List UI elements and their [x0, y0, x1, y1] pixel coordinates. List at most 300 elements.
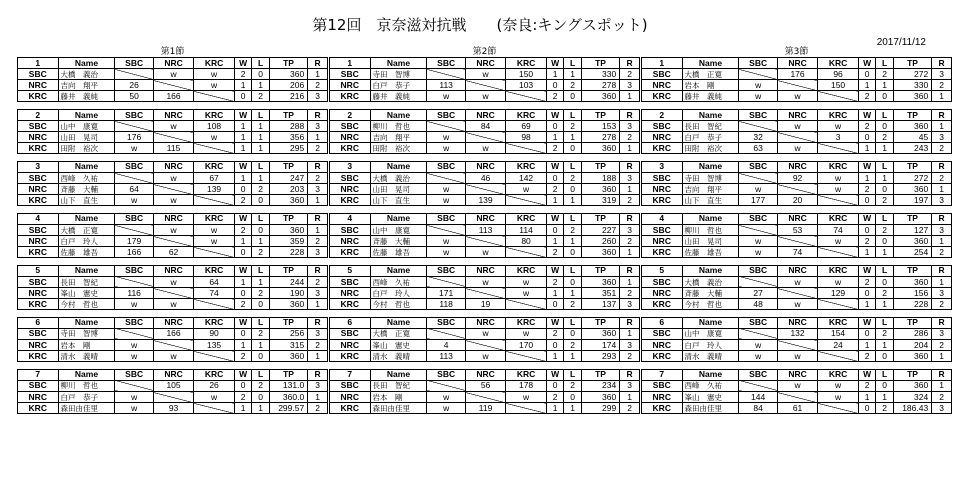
table-header-row — [642, 58, 952, 69]
table-header-row — [642, 109, 952, 120]
cell-r: 3 — [620, 121, 640, 132]
cell-krc: 170 — [506, 340, 547, 351]
cell-r: 1 — [308, 69, 328, 80]
table-row — [642, 276, 952, 287]
cell-nrc: w — [465, 143, 506, 154]
team-code: NRC — [18, 340, 59, 351]
self-match-cell — [115, 173, 153, 184]
cell-l: 2 — [564, 299, 582, 310]
table-row — [642, 351, 952, 362]
cell-r: 1 — [620, 328, 640, 339]
column-header: L — [252, 161, 270, 172]
table-row — [330, 276, 640, 287]
cell-sbc: w — [739, 80, 777, 91]
cell-krc: w — [194, 132, 235, 143]
team-code: NRC — [642, 392, 683, 403]
cell-l: 0 — [876, 121, 894, 132]
cell-name: 田附 裕次 — [370, 143, 427, 154]
table-row — [330, 195, 640, 206]
cell-r: 3 — [308, 380, 328, 391]
cell-w: 0 — [234, 184, 252, 195]
cell-name: 山下 直生 — [370, 195, 427, 206]
cell-name: 清水 義晴 — [682, 351, 739, 362]
cell-name: 山中 康寛 — [370, 225, 427, 236]
column-header: TP — [893, 265, 931, 276]
cell-l: 2 — [564, 121, 582, 132]
cell-krc: 96 — [818, 69, 859, 80]
team-code: SBC — [642, 328, 683, 339]
cell-name: 今村 哲也 — [58, 299, 115, 310]
cell-w: 2 — [546, 143, 564, 154]
cell-name: 白戸 恭子 — [370, 80, 427, 91]
column-header: R — [308, 369, 328, 380]
cell-r: 3 — [620, 340, 640, 351]
cell-tp: 156 — [893, 288, 931, 299]
cell-nrc: w — [777, 276, 818, 287]
self-match-cell — [153, 132, 194, 143]
column-header: NRC — [465, 161, 506, 172]
cell-name: 吉向 翔平 — [370, 132, 427, 143]
cell-l: 2 — [876, 195, 894, 206]
cell-w: 2 — [234, 69, 252, 80]
cell-name: 清水 義晴 — [370, 351, 427, 362]
table-row — [642, 195, 952, 206]
column-header: R — [620, 161, 640, 172]
game-table — [641, 161, 952, 206]
self-match-cell — [427, 380, 465, 391]
cell-w: 0 — [234, 328, 252, 339]
game-table — [641, 369, 952, 414]
cell-w: 1 — [858, 392, 876, 403]
cell-name: 森田由佳里 — [682, 403, 739, 414]
cell-l: 0 — [564, 328, 582, 339]
cell-tp: 360 — [581, 247, 619, 258]
cell-krc: w — [818, 380, 859, 391]
cell-l: 1 — [252, 80, 270, 91]
column-header: L — [876, 58, 894, 69]
self-match-cell — [506, 143, 547, 154]
cell-name: 大橋 義治 — [370, 173, 427, 184]
table-row — [18, 225, 328, 236]
cell-name: 西峰 久祐 — [58, 173, 115, 184]
cell-l: 0 — [564, 184, 582, 195]
cell-krc: w — [818, 184, 859, 195]
cell-sbc: w — [115, 195, 153, 206]
self-match-cell — [115, 121, 153, 132]
cell-name: 吉向 翔平 — [682, 184, 739, 195]
cell-l: 0 — [564, 392, 582, 403]
cell-name: 山田 晃司 — [370, 184, 427, 195]
cell-tp: 330 — [893, 80, 931, 91]
column-header: L — [252, 109, 270, 120]
cell-l: 2 — [876, 403, 894, 414]
column-header: TP — [893, 161, 931, 172]
table-row — [330, 91, 640, 102]
team-code: SBC — [642, 380, 683, 391]
column-header: KRC — [818, 265, 859, 276]
column-header: SBC — [739, 161, 777, 172]
self-match-cell — [777, 288, 818, 299]
column-header: W — [234, 109, 252, 120]
self-match-cell — [818, 403, 859, 414]
cell-w: 0 — [858, 403, 876, 414]
column-header: NRC — [465, 58, 506, 69]
cell-l: 2 — [564, 173, 582, 184]
cell-w: 2 — [234, 195, 252, 206]
table-row — [330, 247, 640, 258]
column-header: L — [564, 109, 582, 120]
cell-w: 1 — [234, 340, 252, 351]
cell-r: 2 — [308, 340, 328, 351]
table-row — [642, 288, 952, 299]
cell-w: 2 — [546, 328, 564, 339]
cell-w: 1 — [234, 143, 252, 154]
column-header: R — [308, 265, 328, 276]
self-match-cell — [153, 236, 194, 247]
table-row — [642, 236, 952, 247]
table-header-row — [642, 213, 952, 224]
column-header: L — [252, 369, 270, 380]
cell-w: 2 — [858, 351, 876, 362]
cell-w: 0 — [858, 69, 876, 80]
table-row — [642, 225, 952, 236]
column-header: NRC — [777, 58, 818, 69]
column-header: W — [858, 317, 876, 328]
cell-l: 1 — [876, 143, 894, 154]
table-row — [330, 143, 640, 154]
column-header: KRC — [506, 317, 547, 328]
cell-nrc: w — [777, 143, 818, 154]
cell-r: 3 — [620, 225, 640, 236]
cell-nrc: w — [153, 195, 194, 206]
game-number: 2 — [330, 109, 371, 120]
column-header: R — [308, 109, 328, 120]
column-header: SBC — [115, 369, 153, 380]
self-match-cell — [818, 195, 859, 206]
cell-r: 3 — [932, 132, 952, 143]
cell-tp: 360 — [893, 121, 931, 132]
cell-nrc: w — [465, 351, 506, 362]
team-code: NRC — [330, 184, 371, 195]
column-header: W — [546, 369, 564, 380]
cell-l: 2 — [876, 288, 894, 299]
game-number: 1 — [330, 58, 371, 69]
self-match-cell — [153, 340, 194, 351]
cell-nrc: 139 — [465, 195, 506, 206]
team-code: NRC — [18, 80, 59, 91]
cell-w: 0 — [858, 328, 876, 339]
cell-l: 2 — [876, 132, 894, 143]
column-header: W — [234, 317, 252, 328]
cell-l: 2 — [876, 328, 894, 339]
cell-tp: 272 — [893, 69, 931, 80]
cell-tp: 360 — [581, 91, 619, 102]
cell-nrc: w — [153, 225, 194, 236]
column-header: R — [620, 58, 640, 69]
cell-name: 大橋 正寛 — [58, 225, 115, 236]
game-number: 7 — [642, 369, 683, 380]
team-code: KRC — [18, 247, 59, 258]
cell-l: 1 — [252, 403, 270, 414]
team-code: SBC — [330, 380, 371, 391]
cell-sbc: 63 — [739, 143, 777, 154]
cell-w: 1 — [546, 351, 564, 362]
cell-nrc: w — [153, 299, 194, 310]
team-code: KRC — [18, 403, 59, 414]
cell-name: 山下 直生 — [682, 195, 739, 206]
column-header: TP — [893, 58, 931, 69]
table-row — [18, 299, 328, 310]
cell-krc: 150 — [506, 69, 547, 80]
cell-r: 3 — [932, 195, 952, 206]
cell-name: 岩本 剛 — [58, 340, 115, 351]
column-header: W — [234, 58, 252, 69]
cell-tp: 45 — [893, 132, 931, 143]
cell-l: 2 — [252, 380, 270, 391]
column-header: L — [252, 213, 270, 224]
cell-sbc: w — [427, 91, 465, 102]
column-header: W — [858, 109, 876, 120]
self-match-cell — [506, 91, 547, 102]
table-header-row — [18, 161, 328, 172]
cell-w: 1 — [858, 143, 876, 154]
cell-l: 1 — [252, 143, 270, 154]
cell-r: 1 — [308, 132, 328, 143]
table-row — [642, 143, 952, 154]
table-row — [18, 340, 328, 351]
team-code: NRC — [642, 132, 683, 143]
cell-tp: 137 — [581, 299, 619, 310]
column-header: Name — [370, 317, 427, 328]
table-row — [642, 80, 952, 91]
team-code: NRC — [18, 236, 59, 247]
column-header: NRC — [153, 213, 194, 224]
cell-tp: 188 — [581, 173, 619, 184]
cell-name: 斉藤 大輔 — [58, 184, 115, 195]
cell-r: 3 — [308, 288, 328, 299]
team-code: KRC — [330, 143, 371, 154]
cell-krc: 26 — [194, 380, 235, 391]
cell-r: 3 — [932, 403, 952, 414]
cell-name: 藤井 義純 — [682, 91, 739, 102]
table-header-row — [330, 161, 640, 172]
cell-w: 0 — [234, 380, 252, 391]
cell-l: 0 — [876, 236, 894, 247]
cell-l: 2 — [564, 380, 582, 391]
cell-w: 1 — [546, 288, 564, 299]
cell-w: 1 — [234, 236, 252, 247]
column-header: SBC — [427, 213, 465, 224]
team-code: SBC — [18, 173, 59, 184]
cell-r: 2 — [308, 173, 328, 184]
cell-tp: 359 — [269, 236, 307, 247]
game-table — [641, 317, 952, 362]
cell-w: 1 — [546, 132, 564, 143]
cell-tp: 360 — [269, 69, 307, 80]
game-table — [641, 265, 952, 310]
column-header: W — [546, 109, 564, 120]
cell-w: 1 — [858, 247, 876, 258]
column-header: TP — [581, 109, 619, 120]
column-header: SBC — [427, 369, 465, 380]
column-header: NRC — [465, 109, 506, 120]
cell-l: 2 — [252, 328, 270, 339]
cell-krc: w — [818, 276, 859, 287]
column-header: TP — [269, 58, 307, 69]
table-row — [330, 288, 640, 299]
table-header-row — [18, 58, 328, 69]
cell-r: 1 — [620, 91, 640, 102]
cell-name: 寺田 智博 — [58, 328, 115, 339]
cell-w: 1 — [234, 80, 252, 91]
game-number: 2 — [642, 109, 683, 120]
cell-r: 1 — [620, 247, 640, 258]
cell-w: 0 — [546, 225, 564, 236]
cell-r: 3 — [308, 247, 328, 258]
team-code: NRC — [642, 340, 683, 351]
cell-r: 2 — [932, 392, 952, 403]
cell-l: 0 — [252, 225, 270, 236]
column-header: KRC — [506, 265, 547, 276]
cell-r: 1 — [308, 225, 328, 236]
column-header: KRC — [194, 369, 235, 380]
cell-krc: 129 — [818, 288, 859, 299]
cell-w: 1 — [234, 276, 252, 287]
cell-krc: 74 — [818, 225, 859, 236]
cell-tp: 360 — [269, 195, 307, 206]
cell-nrc: w — [153, 173, 194, 184]
cell-w: 0 — [546, 299, 564, 310]
table-row — [18, 132, 328, 143]
cell-l: 2 — [564, 225, 582, 236]
table-header-row — [330, 369, 640, 380]
cell-sbc: 179 — [115, 236, 153, 247]
column-header: W — [234, 369, 252, 380]
column-header: W — [858, 213, 876, 224]
cell-nrc: w — [153, 121, 194, 132]
section-label: 第3節 — [784, 47, 809, 57]
column-header: L — [876, 109, 894, 120]
cell-tp: 153 — [581, 121, 619, 132]
column-header: SBC — [739, 109, 777, 120]
cell-krc: w — [506, 288, 547, 299]
table-row — [330, 403, 640, 414]
cell-tp: 360 — [581, 328, 619, 339]
column-header: TP — [581, 161, 619, 172]
cell-w: 1 — [546, 236, 564, 247]
cell-tp: 360 — [269, 351, 307, 362]
self-match-cell — [506, 403, 547, 414]
team-code: NRC — [330, 288, 371, 299]
cell-l: 2 — [252, 184, 270, 195]
self-match-cell — [194, 91, 235, 102]
cell-tp: 351 — [581, 288, 619, 299]
cell-l: 1 — [876, 340, 894, 351]
cell-nrc: 62 — [153, 247, 194, 258]
column-header: KRC — [506, 369, 547, 380]
cell-nrc: 19 — [465, 299, 506, 310]
column-header: KRC — [506, 109, 547, 120]
cell-krc: w — [818, 121, 859, 132]
game-table — [329, 161, 640, 206]
table-row — [642, 91, 952, 102]
cell-l: 2 — [876, 69, 894, 80]
column-header: W — [858, 58, 876, 69]
table-row — [642, 173, 952, 184]
game-number: 4 — [330, 213, 371, 224]
column-header: Name — [682, 109, 739, 120]
column-header: Name — [682, 58, 739, 69]
column-header: Name — [58, 265, 115, 276]
cell-tp: 360 — [269, 225, 307, 236]
game-number: 6 — [330, 317, 371, 328]
section-label: 第1節 — [160, 47, 185, 57]
table-row — [330, 392, 640, 403]
column-header: L — [252, 58, 270, 69]
cell-w: 1 — [234, 121, 252, 132]
cell-sbc: w — [739, 247, 777, 258]
table-row — [642, 121, 952, 132]
cell-tp: 360 — [893, 351, 931, 362]
game-table — [329, 213, 640, 258]
column-header: KRC — [194, 265, 235, 276]
table-row — [330, 340, 640, 351]
cell-tp: 127 — [893, 225, 931, 236]
column-header: KRC — [194, 213, 235, 224]
cell-name: 長田 智紀 — [58, 276, 115, 287]
cell-tp: 278 — [581, 80, 619, 91]
team-code: NRC — [642, 184, 683, 195]
cell-name: 斉藤 大輔 — [682, 288, 739, 299]
team-code: NRC — [18, 132, 59, 143]
self-match-cell — [465, 80, 506, 91]
cell-sbc: w — [739, 340, 777, 351]
cell-w: 0 — [234, 91, 252, 102]
cell-krc: w — [194, 69, 235, 80]
cell-name: 山田 晃司 — [682, 236, 739, 247]
cell-tp: 356 — [269, 132, 307, 143]
cell-krc: 103 — [506, 80, 547, 91]
game-number: 5 — [330, 265, 371, 276]
column-header: TP — [581, 317, 619, 328]
self-match-cell — [465, 132, 506, 143]
cell-tp: 216 — [269, 91, 307, 102]
cell-sbc: w — [115, 392, 153, 403]
self-match-cell — [818, 299, 859, 310]
team-code: SBC — [642, 121, 683, 132]
cell-name: 清水 義晴 — [58, 351, 115, 362]
cell-sbc: w — [427, 143, 465, 154]
column-header: SBC — [115, 109, 153, 120]
cell-tp: 360 — [893, 91, 931, 102]
cell-tp: 299 — [581, 403, 619, 414]
column-header: KRC — [506, 213, 547, 224]
self-match-cell — [739, 276, 777, 287]
cell-nrc: 46 — [465, 173, 506, 184]
column-header: R — [620, 369, 640, 380]
game-table — [329, 57, 640, 102]
column-header: SBC — [739, 213, 777, 224]
column-header: L — [252, 265, 270, 276]
cell-sbc: 50 — [115, 91, 153, 102]
column-header: SBC — [115, 58, 153, 69]
column-header: L — [876, 213, 894, 224]
cell-r: 1 — [932, 184, 952, 195]
cell-nrc: 93 — [153, 403, 194, 414]
table-row — [330, 380, 640, 391]
self-match-cell — [115, 225, 153, 236]
table-row — [642, 184, 952, 195]
